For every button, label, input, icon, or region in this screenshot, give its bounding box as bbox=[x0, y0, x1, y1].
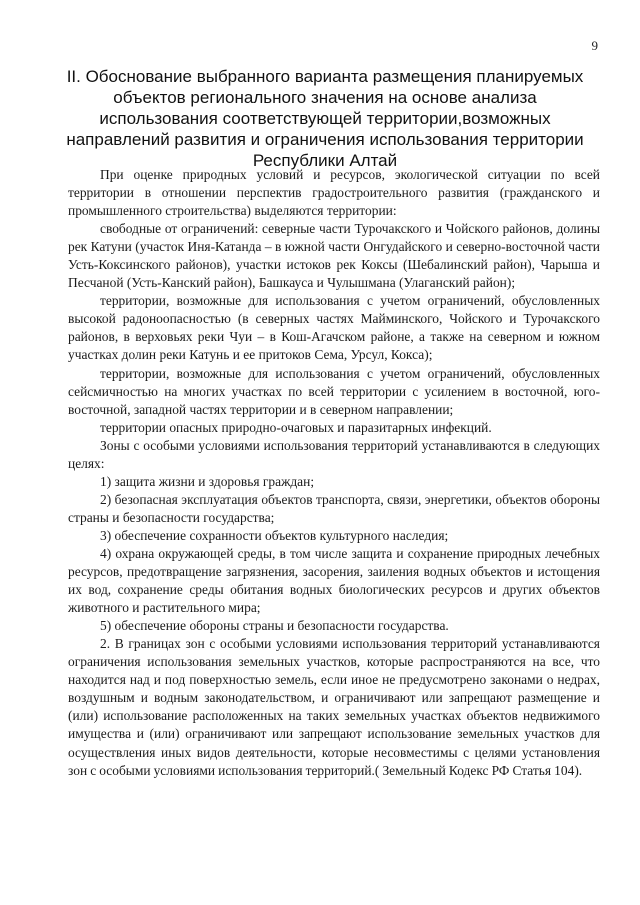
list-item-purpose-1: 1) защита жизни и здоровья граждан; bbox=[100, 473, 315, 489]
page-number: 9 bbox=[591, 38, 598, 53]
paragraph-zones-purposes: Зоны с особыми условиями использования территорий устанавливаются в следующих целях: bbox=[68, 437, 600, 471]
paragraph-seismic-territories: территории, возможные для использования с учетом ограничений, обусловленных сейсмичностью на многих участках по всей территории с усилением в восточной, юго-восточной, западной частях территории и в северном направлении; bbox=[68, 365, 600, 417]
section-heading: II. Обоснование выбранного варианта размещения планируемых объектов регионального значения на основе анализа использования соответствующей территории,возможных направлений развития и ограничения использования территории Республики Алтай bbox=[66, 67, 584, 170]
list-item-purpose-2: 2) безопасная эксплуатация объектов транспорта, связи, энергетики, объектов обороны страны и безопасности государства; bbox=[68, 491, 600, 525]
paragraph-radon-territories: территории, возможные для использования с учетом ограничений, обусловленных высокой радоноопасностью (в северных частях Майминского, Чойского и Турочакского районов, в верховьях реки Чуи – в Кош-Агачском районе, а также на северном и южном участках долин реки Катунь и ее притоков Сема, Урсул, Кокса); bbox=[68, 293, 600, 363]
paragraph-intro: При оценке природных условий и ресурсов, экологической ситуации по всей территории в отношении перспектив градостроительного развития (гражданского и промышленного строительства) выделяются территории: bbox=[68, 167, 600, 219]
list-item-purpose-4: 4) охрана окружающей среды, в том числе защита и сохранение природных лечебных ресурсов, предотвращение загрязнения, засорения, заиления водных объектов и истощения их вод, сохранение среды обитания водных биологических ресурсов и других объектов животного и растительного мира; bbox=[68, 545, 600, 616]
list-item-purpose-5: 5) обеспечение обороны страны и безопасности государства. bbox=[100, 618, 449, 634]
document-body bbox=[68, 166, 600, 780]
list-item-purpose-3: 3) обеспечение сохранности объектов культурного наследия; bbox=[100, 527, 449, 543]
paragraph-unrestricted-territories: свободные от ограничений: северные части Турочакского и Чойского районов, долины рек Катуни (участок Иня-Катанда – в южной части Онгудайского и северно-восточной части Усть-Коксинского районов), участки истоков рек Коксы (Шебалинский район), Чарыша и Песчаной (Усть-Канский район), Башкауса и Чулышмана (Улаганский район); bbox=[68, 221, 600, 291]
paragraph-land-use-restrictions: 2. В границах зон с особыми условиями использования территорий устанавливаются ограничения использования земельных участков, которые распространяются на все, что находится над и под поверхностью земель, если иное не предусмотрено законами о недрах, воздушным и водным законодательством, и ограничивают или запрещают размещение и (или) использование расположенных на таких земельных участках объектов недвижимого имущества и (или) ограничивают или запрещают использование земельных участков для осуществления иных видов деятельности, которые несовместимы с целями установления зон с особыми условиями использования территорий.( Земельный Кодекс РФ Статья 104). bbox=[68, 636, 600, 778]
paragraph-infection-territories: территории опасных природно-очаговых и паразитарных инфекций. bbox=[100, 419, 492, 435]
